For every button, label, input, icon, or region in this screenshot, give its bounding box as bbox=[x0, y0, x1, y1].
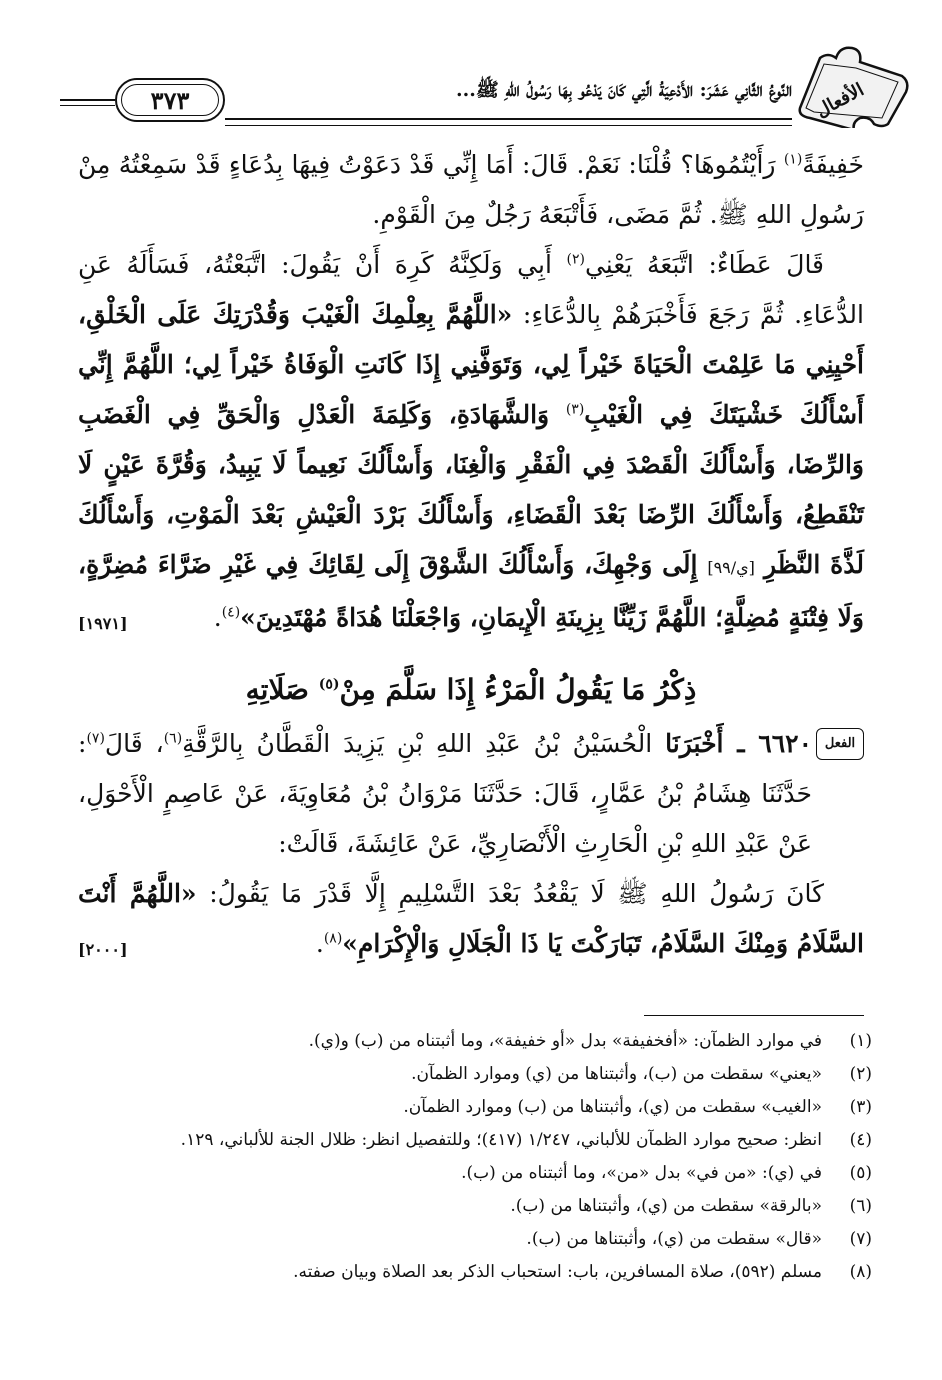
page-header bbox=[80, 38, 900, 128]
hadith-ref-tag: [١٩٧١] bbox=[78, 614, 128, 633]
footnote-ref[interactable]: (٤) bbox=[221, 604, 241, 621]
footnote-number: (٨) bbox=[849, 1262, 872, 1282]
text-span: : حَدَّثَنَا هِشَامُ بْنُ عَمَّارٍ، قَالَ: حَدَّثَنَا مَرْوَانُ بْنُ مُعَاوِيَةَ، عَنْ عَاصِمٍ الْأَحْوَلِ، عَنْ عَبْدِ اللهِ بْنِ الْحَارِثِ الْأَنْصَارِيِّ، عَنْ عَائِشَةَ، قَالَتْ: bbox=[78, 729, 812, 858]
heading-text: ذِكْرُ مَا يَقُولُ الْمَرْءُ إِذَا سَلَّمَ مِنْ bbox=[339, 673, 697, 706]
dua-text: «اللَّهُمَّ بِعِلْمِكَ الْغَيْبَ وَقُدْرَتِكَ عَلَى الْخَلْقِ، أَحْيِنِي مَا عَلِمْتَ الْحَيَاةَ خَيْراً لِي، وَتَوَفَّنِي إِذَا كَانَتِ الْوَفَاةُ خَيْراً لِي؛ اللَّهُمَّ إِنِّي أَسْأَلُكَ خَشْيَتَكَ فِي الْغَيْبِ bbox=[78, 300, 864, 429]
narration-word: أَخْبَرَنَا bbox=[665, 729, 724, 758]
paragraph-3 bbox=[78, 869, 864, 969]
header-rule bbox=[225, 118, 792, 126]
hadith-chain bbox=[78, 719, 864, 869]
text-span: . bbox=[213, 603, 222, 632]
footnote-text: «قال» سقطت من (ي)، وأثبتناها من (ب). bbox=[526, 1229, 822, 1249]
footnote-ref[interactable]: (٧) bbox=[86, 730, 105, 747]
footnote-item bbox=[60, 1256, 872, 1289]
category-badge: الفعل bbox=[816, 728, 864, 760]
text-span: أَبِي وَلَكِنَّهُ كَرِهَ أَنْ يَقُولَ: اتَّبَعْتُهُ، فَسَأَلَهُ عَنِ الدُّعَاءِ. ثُمَّ رَجَعَ فَأَخْبَرَهُمْ بِالدُّعَاءِ: bbox=[78, 250, 864, 329]
footnote-number: (٧) bbox=[849, 1229, 872, 1249]
section-label: الأفعال bbox=[812, 79, 868, 122]
footnote-text: مسلم (٥٩٢)، صلاة المسافرين، باب: استحباب الذكر بعد الصلاة وبيان صفته. bbox=[293, 1262, 822, 1282]
text-span: خَفِيفَةً bbox=[802, 150, 864, 179]
hadith-ref-tag: [٢٠٠٠] bbox=[78, 940, 128, 959]
footnote-ref[interactable]: (٢) bbox=[566, 251, 585, 268]
footnote-text: في (ي): «من في» بدل «من»، وما أثبتناه من (ب). bbox=[461, 1163, 822, 1183]
main-text bbox=[78, 140, 864, 975]
footnote-number: (٤) bbox=[849, 1130, 872, 1150]
footnote-item bbox=[60, 1190, 872, 1223]
footnote-ref[interactable]: (٦) bbox=[163, 730, 183, 747]
page-number: ٣٧٣ bbox=[150, 85, 190, 115]
footnote-item bbox=[60, 1124, 872, 1157]
footnote-number: (١) bbox=[849, 1031, 872, 1051]
footnote-item bbox=[60, 1091, 872, 1124]
footnote-text: «يعني» سقطت من (ب)، وأثبتناها من (ي) وموارد الظمآن. bbox=[411, 1064, 822, 1084]
dua-text: «اللَّهُمَّ أَنْتَ السَّلَامُ وَمِنْكَ السَّلَامُ، تَبَارَكْتَ يَا ذَا الْجَلَالِ وَالْإِكْرَامِ» bbox=[78, 879, 864, 958]
section-heading bbox=[78, 665, 864, 715]
hadith-number: ٦٦٢٠ ـ bbox=[723, 729, 812, 758]
text-span: قَالَ عَطَاءٌ: اتَّبَعَهُ يَعْنِي bbox=[584, 250, 825, 279]
footnotes bbox=[60, 1025, 872, 1289]
footnote-ref[interactable]: (٨) bbox=[323, 930, 343, 947]
footnote-ref[interactable]: (١) bbox=[783, 151, 803, 168]
running-title: النَّوعُ الثَّانِي عَشَرَ: الأَدْعِيَةُ الَّتِي كَانَ يَدْعُو بِهَا رَسُولُ اللهِ ﷺ... bbox=[456, 79, 792, 101]
footnote-divider bbox=[644, 1015, 864, 1016]
footnote-ref[interactable]: (٥) bbox=[318, 676, 340, 693]
footnote-item bbox=[60, 1157, 872, 1190]
paragraph-2 bbox=[78, 240, 864, 643]
footnote-text: «بالرقة» سقطت من (ي)، وأثبتناها من (ب). bbox=[510, 1196, 822, 1216]
text-span: رَأَيْتُمُوهَا؟ قُلْنَا: نَعَمْ. قَالَ: أَمَا إِنِّي قَدْ دَعَوْتُ فِيهَا بِدُعَاءٍ قَدْ سَمِعْتُهُ مِنْ رَسُولِ اللهِ ﷺ. ثُمَّ مَضَى، فَأَتْبَعَهُ رَجُلٌ مِنَ الْقَوْمِ. bbox=[78, 150, 864, 229]
text-span: كَانَ رَسُولُ اللهِ ﷺ لَا يَقْعُدُ بَعْدَ التَّسْلِيمِ إِلَّا قَدْرَ مَا يَقُولُ: bbox=[196, 879, 824, 908]
dua-text: إِلَى وَجْهِكَ، وَأَسْأَلُكَ الشَّوْقَ إِلَى لِقَائِكَ فِي غَيْرِ ضَرَّاءَ مُضِرَّةٍ، وَلَا فِتْنَةٍ مُضِلَّةٍ؛ اللَّهُمَّ زَيِّنَّا بِزِينَةِ الْإِيمَانِ، وَاجْعَلْنَا هُدَاةً مُهْتَدِينَ» bbox=[78, 550, 864, 632]
heading-text: صَلَاتِهِ bbox=[245, 673, 319, 706]
footnote-number: (٥) bbox=[849, 1163, 872, 1183]
text-span: . bbox=[315, 929, 324, 958]
text-span: ، قَالَ bbox=[104, 729, 164, 758]
footnote-text: انظر: صحيح موارد الظمآن للألباني، ١/٢٤٧ (٤١٧)؛ وللتفصيل انظر: ظلال الجنة للألباني، ١٢٩. bbox=[180, 1130, 822, 1150]
text-span: الْحُسَيْنُ بْنُ عَبْدِ اللهِ بْنِ يَزِيدَ الْقَطَّانُ بِالرَّقَّةِ bbox=[182, 729, 666, 758]
footnote-text: «الغيب» سقطت من (ي)، وأثبتناها من (ب) وموارد الظمآن. bbox=[403, 1097, 822, 1117]
footnote-text: في موارد الظمآن: «أفخفيفة» بدل «أو خفيفة»، وما أثبتناه من (ب) و(ي). bbox=[308, 1031, 822, 1051]
page-number-box bbox=[115, 78, 225, 122]
footnote-number: (٦) bbox=[849, 1196, 872, 1216]
footnote-item bbox=[60, 1223, 872, 1256]
footnote-item bbox=[60, 1025, 872, 1058]
footnote-ref[interactable]: (٣) bbox=[565, 401, 585, 418]
dua-text: وَالشَّهَادَةِ، وَكَلِمَةَ الْعَدْلِ وَالْحَقِّ فِي الْغَضَبِ وَالرِّضَا، وَأَسْأَلُكَ الْقَصْدَ فِي الْفَقْرِ وَالْغِنَا، وَأَسْأَلُكَ نَعِيماً لَا يَبِيدُ، وَقُرَّةَ عَيْنٍ لَا تَنْقَطِعُ، وَأَسْأَلُكَ الرِّضَا بَعْدَ الْقَضَاءِ، وَأَسْأَلُكَ بَرْدَ الْعَيْشِ بَعْدَ الْمَوْتِ، وَأَسْأَلُكَ لَذَّةَ النَّظَرِ bbox=[78, 400, 864, 579]
header-rule-left bbox=[60, 99, 115, 106]
footnote-number: (٣) bbox=[849, 1097, 872, 1117]
paragraph-1 bbox=[78, 140, 864, 240]
footnote-number: (٢) bbox=[849, 1064, 872, 1084]
inline-page-ref: [ي/٩٩] bbox=[707, 558, 755, 577]
footnote-item bbox=[60, 1058, 872, 1091]
